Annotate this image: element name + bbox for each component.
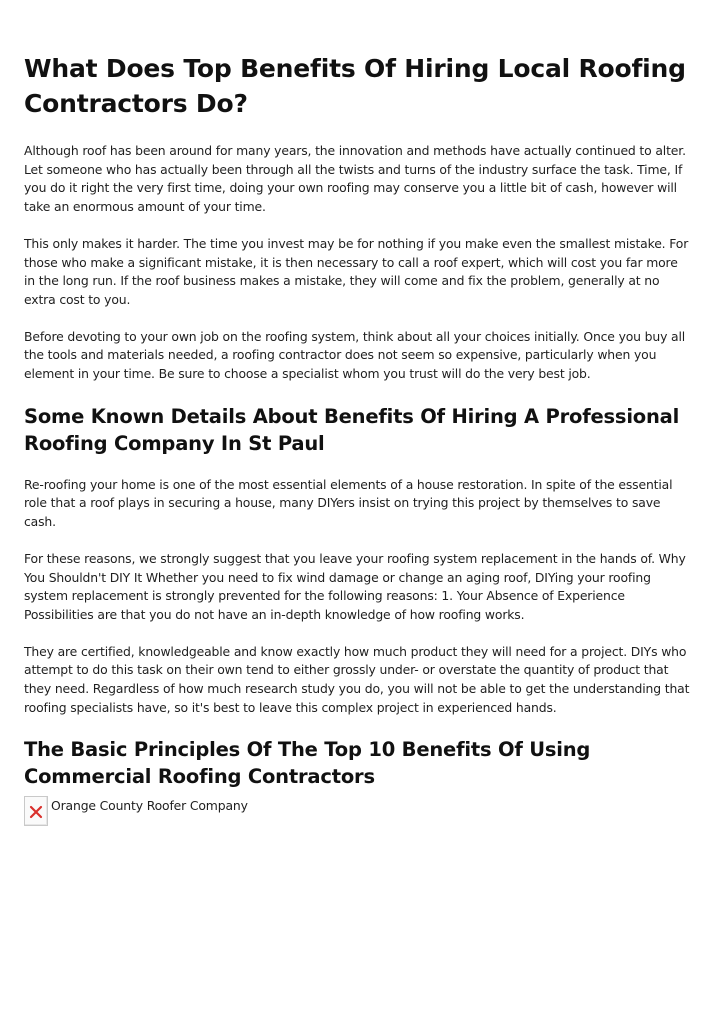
paragraph: Re-roofing your home is one of the most essential elements of a house restoration. In spite of the essential role that a roof plays in securing a house, many DIYers insist on trying this project by themselves to save cash. (24, 476, 673, 530)
paragraph: This only makes it harder. The time you invest may be for nothing if you make even the smallest mistake. For those who make a significant mistake, it is then necessary to call a roof expert, which will cost you far more in the long run. If the roof business makes a mistake, they will come and fix the problem, generally at no extra cost to you. (24, 235, 689, 307)
paragraph: They are certified, knowledgeable and know exactly how much product they will need for a project. DIYs who attempt to do this task on their own tend to either grossly under- or overstate the quantity of product that they need. Regardless of how much research study you do, you will not be able to get the understanding that roofing specialists have, so it's best to leave this complex project in experienced hands. (24, 643, 690, 715)
article (24, 0, 692, 836)
page-title: What Does Top Benefits Of Hiring Local Roofing Contractors Do? (24, 54, 686, 118)
paragraph: Before devoting to your own job on the roofing system, think about all your choices initially. Once you buy all the tools and materials needed, a roofing contractor does not seem so expensive, particularly when you element in your time. Be sure to choose a specialist whom you trust will do the very best job. (24, 328, 686, 382)
paragraph: For these reasons, we strongly suggest that you leave your roofing system replacement in the hands of. Why You Shouldn't DIY It Whether you need to fix wind damage or change an aging roof, DIYing your roofing system replacement is strongly prevented for the following reasons: 1. Your Absence of Experience Possibilities are that you do not have an in-depth knowledge of how roofing works. (24, 550, 686, 622)
section-heading: Some Known Details About Benefits Of Hiring A Professional Roofing Company In St Paul (24, 404, 680, 455)
section-heading: The Basic Principles Of The Top 10 Benefits Of Using Commercial Roofing Contractors (24, 738, 591, 789)
article-image (24, 796, 692, 836)
image-alt-text: Orange County Roofer Company (51, 798, 248, 814)
broken-image-icon (24, 796, 48, 826)
paragraph: Although roof has been around for many years, the innovation and methods have actually continued to alter. Let someone who has actually been through all the twists and turns of the industry surface the task. Time, If you do it right the very first time, doing your own roofing may conserve you a little bit of cash, however will take an enormous amount of your time. (24, 143, 686, 215)
